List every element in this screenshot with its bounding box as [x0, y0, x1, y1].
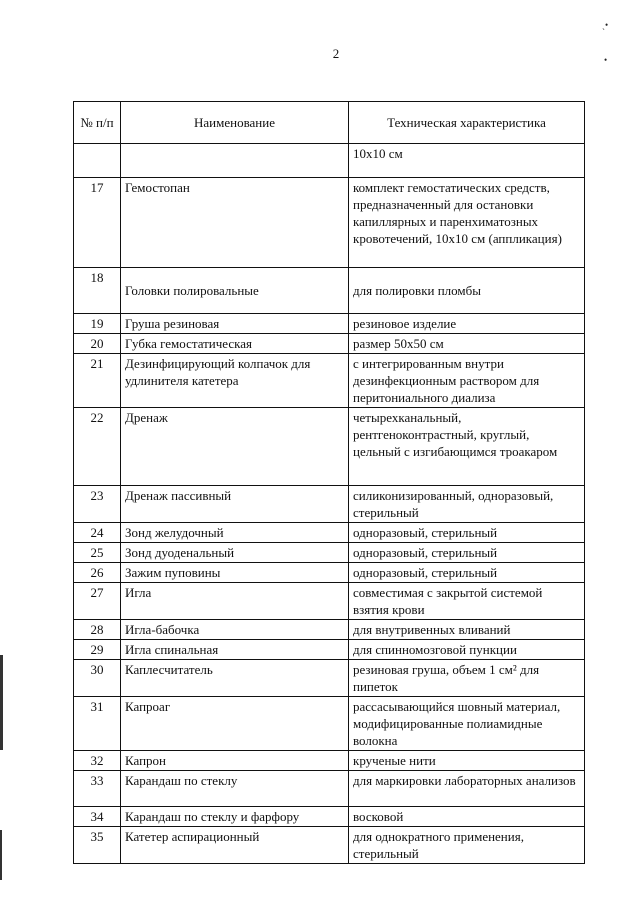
row-name: Игла-бабочка: [121, 620, 349, 640]
page-number: 2: [332, 46, 340, 61]
row-name: Игла: [121, 583, 349, 620]
row-name: Капрон: [121, 751, 349, 771]
table-row: [74, 408, 585, 486]
row-spec: одноразовый, стерильный: [349, 563, 585, 583]
table-row: [74, 660, 585, 697]
row-number: 32: [74, 751, 121, 771]
table-row: [74, 620, 585, 640]
row-spec: совместимая с закрытой системой взятия крови: [349, 583, 585, 620]
row-spec: для спинномозговой пункции: [349, 640, 585, 660]
row-name: Груша резиновая: [121, 314, 349, 334]
row-spec: для маркировки лабораторных анализов: [349, 771, 585, 807]
scan-speck: •: [604, 55, 608, 65]
header-spec: Техническая характеристика: [349, 102, 585, 144]
row-name: Дренаж пассивный: [121, 486, 349, 523]
row-spec: для полировки пломбы: [349, 268, 585, 314]
row-number: 26: [74, 563, 121, 583]
scan-edge-mark: [0, 655, 3, 750]
table-row: [74, 144, 585, 178]
row-number: 35: [74, 827, 121, 864]
row-number: 33: [74, 771, 121, 807]
row-spec: восковой: [349, 807, 585, 827]
scan-speck: ˏ•: [602, 20, 609, 30]
row-name: Катетер аспирационный: [121, 827, 349, 864]
table-row: [74, 697, 585, 751]
row-spec: для однократного применения, стерильный: [349, 827, 585, 864]
row-number: 17: [74, 178, 121, 268]
row-spec: резиновое изделие: [349, 314, 585, 334]
table-row: [74, 543, 585, 563]
header-num: № п/п: [74, 102, 121, 144]
scan-edge-mark: [0, 830, 2, 880]
row-name: Гемостопан: [121, 178, 349, 268]
row-number: 25: [74, 543, 121, 563]
table-row: [74, 807, 585, 827]
table-row: [74, 354, 585, 408]
table-row: [74, 334, 585, 354]
table-row: [74, 314, 585, 334]
row-number: 28: [74, 620, 121, 640]
row-name: Губка гемостатическая: [121, 334, 349, 354]
row-number: 22: [74, 408, 121, 486]
row-spec: с интегрированным внутри дезинфекционным раствором для перитониального диализа: [349, 354, 585, 408]
table-row: [74, 583, 585, 620]
row-number: 23: [74, 486, 121, 523]
row-number: 30: [74, 660, 121, 697]
row-name: Капроаг: [121, 697, 349, 751]
row-number: 34: [74, 807, 121, 827]
row-number: 27: [74, 583, 121, 620]
table-row: [74, 486, 585, 523]
table-row: [74, 827, 585, 864]
row-spec: размер 50x50 см: [349, 334, 585, 354]
row-name: [121, 144, 349, 178]
table-row: [74, 640, 585, 660]
row-name: Дренаж: [121, 408, 349, 486]
row-name: Карандаш по стеклу: [121, 771, 349, 807]
row-name: Зажим пуповины: [121, 563, 349, 583]
row-name: Зонд дуоденальный: [121, 543, 349, 563]
row-name: Дезинфицирующий колпачок для удлинителя катетера: [121, 354, 349, 408]
row-number: 21: [74, 354, 121, 408]
row-spec: комплект гемостатических средств, предназначенный для остановки капиллярных и паренхиматозных кровотечений, 10x10 см (аппликация): [349, 178, 585, 268]
row-spec: рассасывающийся шовный материал, модифицированные полиамидные волокна: [349, 697, 585, 751]
table-header-row: [74, 102, 585, 144]
table-row: [74, 771, 585, 807]
row-spec: крученые нити: [349, 751, 585, 771]
row-name: Зонд желудочный: [121, 523, 349, 543]
row-spec: четырехканальный, рентгеноконтрастный, круглый, цельный с изгибающимся троакаром: [349, 408, 585, 486]
row-name: Карандаш по стеклу и фарфору: [121, 807, 349, 827]
row-name: Головки полировальные: [121, 268, 349, 314]
row-name: Игла спинальная: [121, 640, 349, 660]
table-row: [74, 178, 585, 268]
row-spec: одноразовый, стерильный: [349, 523, 585, 543]
row-spec: резиновая груша, объем 1 см² для пипеток: [349, 660, 585, 697]
table-row: [74, 268, 585, 314]
row-spec: одноразовый, стерильный: [349, 543, 585, 563]
table-row: [74, 563, 585, 583]
row-spec: 10x10 см: [349, 144, 585, 178]
row-spec: силиконизированный, одноразовый, стерильный: [349, 486, 585, 523]
row-number: 29: [74, 640, 121, 660]
table-row: [74, 523, 585, 543]
row-number: [74, 144, 121, 178]
header-name: Наименование: [121, 102, 349, 144]
product-spec-table: [73, 101, 585, 864]
row-spec: для внутривенных вливаний: [349, 620, 585, 640]
row-name: Каплесчитатель: [121, 660, 349, 697]
table-row: [74, 751, 585, 771]
row-number: 20: [74, 334, 121, 354]
row-number: 31: [74, 697, 121, 751]
row-number: 18: [74, 268, 121, 314]
row-number: 19: [74, 314, 121, 334]
row-number: 24: [74, 523, 121, 543]
